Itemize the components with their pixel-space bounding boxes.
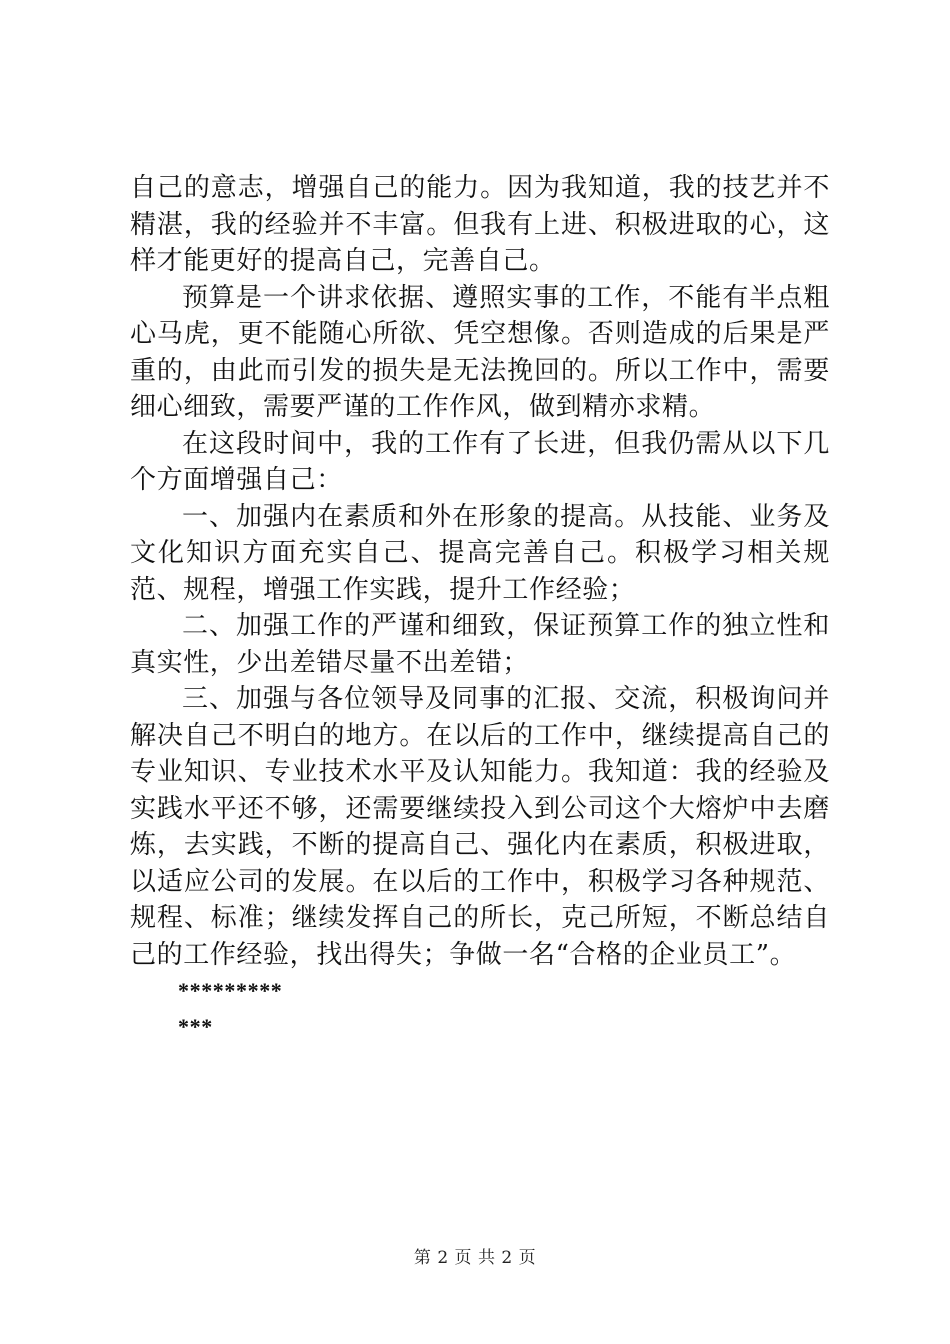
paragraph-4: 一、加强内在素质和外在形象的提高。从技能、业务及文化知识方面充实自己、提高完善自己。积极学习相关规范、规程，增强工作实践，提升工作经验； [130, 501, 830, 605]
asterisk-line-1: ********* [178, 978, 283, 1003]
document-body [130, 170, 830, 1045]
paragraph-1: 自己的意志，增强自己的能力。因为我知道，我的技艺并不精湛，我的经验并不丰富。但我有上进、积极进取的心，这样才能更好的提高自己，完善自己。 [130, 173, 830, 276]
paragraph-5: 二、加强工作的严谨和细致，保证预算工作的独立性和真实性，少出差错尽量不出差错； [130, 611, 830, 678]
paragraph-6: 三、加强与各位领导及同事的汇报、交流，积极询问并解决自己不明白的地方。在以后的工作中，继续提高自己的专业知识、专业技术水平及认知能力。我知道：我的经验及实践水平还不够，还需要继续投入到公司这个大熔炉中去磨炼，去实践，不断的提高自己、强化内在素质，积极进取，以适应公司的发展。在以后的工作中，积极学习各种规范、规程、标准；继续发挥自己的所长，克己所短，不断总结自己的工作经验，找出得失；争做一名“合格的企业员工”。 [130, 684, 830, 970]
page-footer: 第 2 页 共 2 页 [413, 1248, 537, 1268]
paragraph-3: 在这段时间中，我的工作有了长进，但我仍需从以下几个方面增强自己： [130, 428, 830, 495]
paragraph-2: 预算是一个讲求依据、遵照实事的工作，不能有半点粗心马虎，更不能随心所欲、凭空想像。否则造成的后果是严重的，由此而引发的损失是无法挽回的。所以工作中，需要细心细致，需要严谨的工作作风，做到精亦求精。 [130, 282, 830, 422]
asterisk-line-2: *** [178, 1014, 213, 1039]
